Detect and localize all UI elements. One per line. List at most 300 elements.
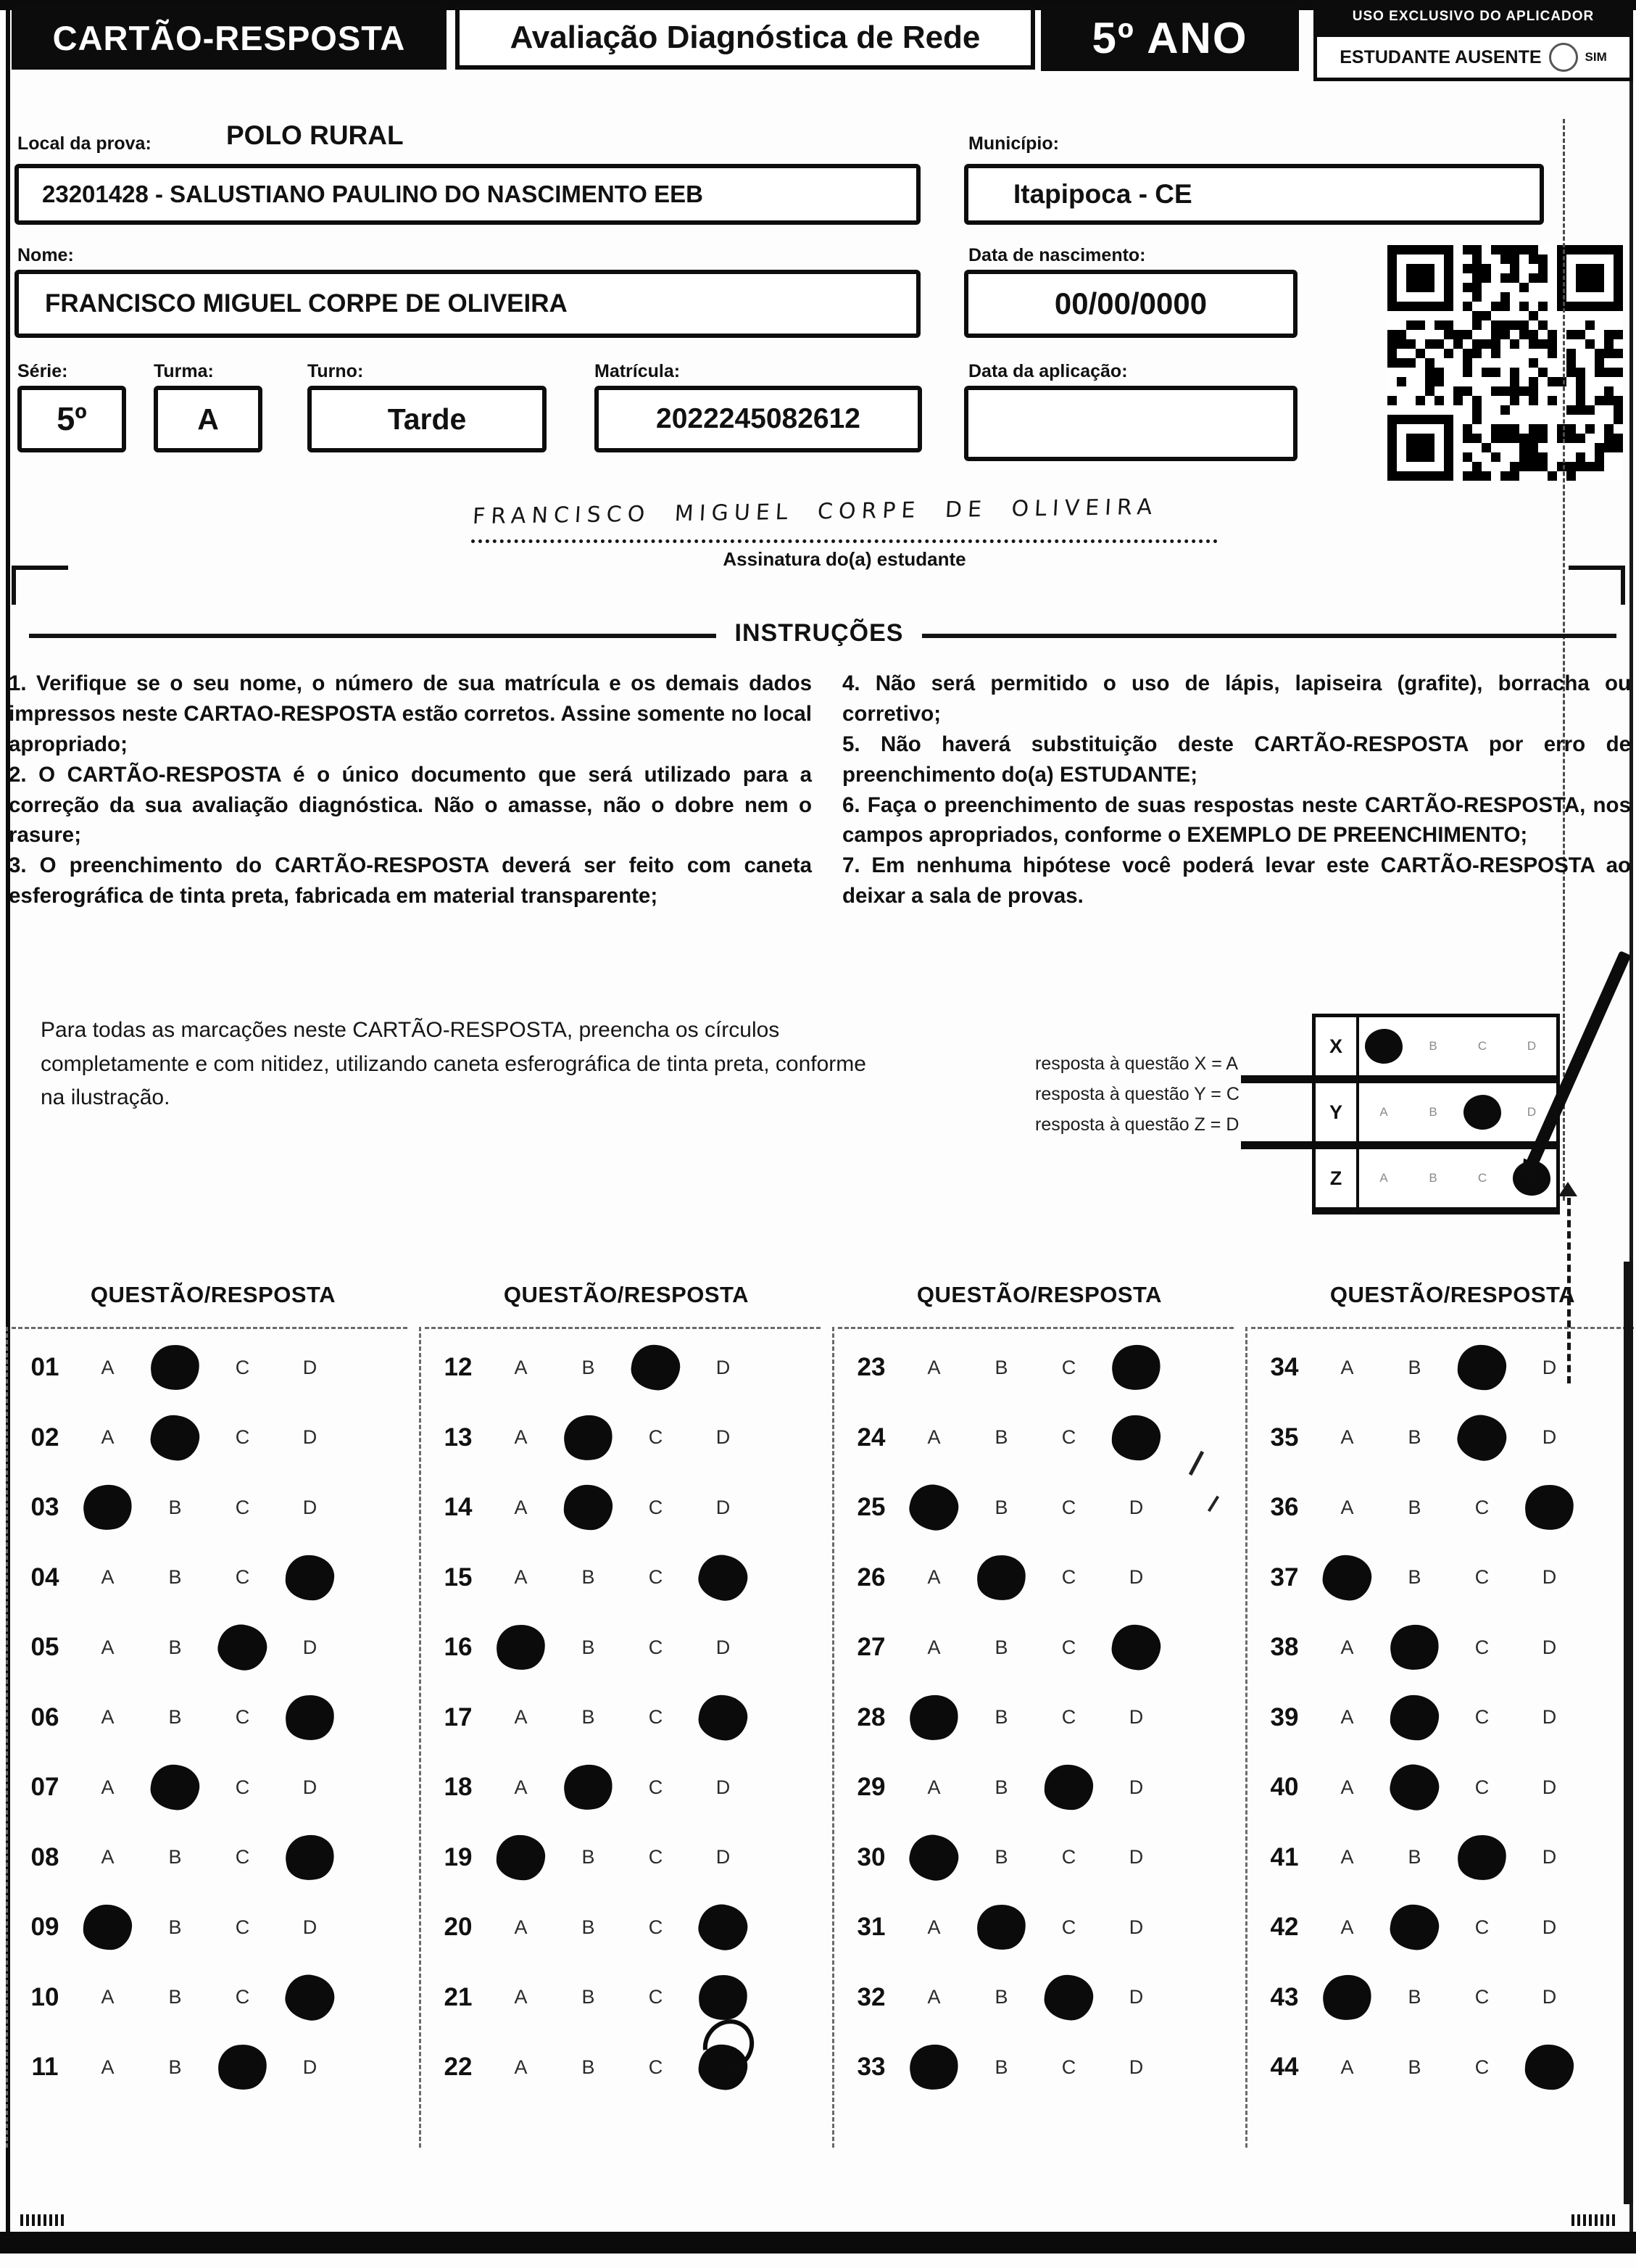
option-b bbox=[555, 1485, 622, 1530]
option-d bbox=[689, 1695, 757, 1740]
option-d bbox=[1103, 1916, 1170, 1939]
option-b bbox=[1381, 1497, 1448, 1519]
option-c bbox=[209, 1706, 276, 1729]
matricula-label: Matrícula: bbox=[594, 361, 681, 381]
option-b bbox=[141, 1497, 209, 1519]
answer-grid-dashed-border bbox=[832, 1327, 834, 2148]
option-c bbox=[1035, 1846, 1103, 1868]
question-number: 27 bbox=[857, 1633, 886, 1662]
filled-bubble bbox=[80, 1481, 136, 1534]
option-a bbox=[74, 1636, 141, 1659]
question-number: 15 bbox=[444, 1563, 473, 1592]
option-a bbox=[900, 2045, 968, 2090]
filled-bubble bbox=[1453, 1410, 1510, 1465]
option-d bbox=[1103, 2056, 1170, 2079]
option-b bbox=[555, 1846, 622, 1868]
option-letter: A bbox=[1340, 1426, 1354, 1449]
option-c bbox=[1448, 1835, 1516, 1880]
instruction-item: 4. Não será permitido o uso de lápis, lapiseira (grafite), borracha ou corretivo; bbox=[842, 671, 1631, 726]
option-letter: B bbox=[995, 1706, 1008, 1729]
question-row bbox=[423, 1543, 829, 1613]
option-b bbox=[968, 1986, 1035, 2008]
filled-bubble bbox=[495, 1834, 546, 1881]
option-letter: C bbox=[648, 1916, 663, 1938]
filled-bubble bbox=[82, 1904, 133, 1951]
option-letter: D bbox=[1129, 1566, 1144, 1589]
question-number: 21 bbox=[444, 1982, 473, 2011]
example-option-letter: B bbox=[1429, 1171, 1437, 1185]
option-letter: D bbox=[715, 1776, 731, 1798]
answer-column bbox=[10, 1282, 416, 2082]
option-d bbox=[276, 1497, 344, 1519]
option-letter: B bbox=[995, 1426, 1008, 1449]
filled-bubble bbox=[214, 1621, 270, 1675]
option-d bbox=[689, 1426, 757, 1449]
option-letter: B bbox=[581, 2056, 595, 2078]
option-a bbox=[74, 1846, 141, 1868]
example-question-label: Y bbox=[1316, 1083, 1359, 1141]
option-a bbox=[900, 1566, 968, 1589]
option-letter: B bbox=[1408, 1496, 1421, 1518]
question-number: 39 bbox=[1270, 1702, 1299, 1731]
option-letter: C bbox=[1474, 1916, 1490, 1938]
answer-grid-dashed-border bbox=[12, 1327, 407, 1329]
filled-bubble bbox=[149, 1343, 202, 1393]
filled-bubble bbox=[1108, 1341, 1165, 1394]
answer-column bbox=[836, 1282, 1242, 2082]
option-b bbox=[141, 1636, 209, 1659]
question-number: 29 bbox=[857, 1773, 886, 1802]
option-letter: A bbox=[1340, 1776, 1354, 1798]
filled-bubble bbox=[694, 1900, 751, 1955]
option-a bbox=[1313, 1706, 1381, 1729]
option-letter: C bbox=[1061, 1636, 1076, 1658]
filled-bubble bbox=[975, 1552, 1028, 1602]
option-d bbox=[1103, 1497, 1170, 1519]
question-number: 33 bbox=[857, 2053, 886, 2082]
option-c bbox=[622, 1776, 689, 1799]
option-d bbox=[1516, 1986, 1583, 2008]
option-c bbox=[1448, 1636, 1516, 1659]
option-letter: C bbox=[1061, 1356, 1076, 1378]
option-c bbox=[1035, 1765, 1103, 1810]
option-letter: A bbox=[101, 1356, 115, 1378]
option-letter: C bbox=[1061, 1566, 1076, 1589]
filled-bubble bbox=[1043, 1764, 1094, 1811]
question-number: 02 bbox=[30, 1423, 59, 1452]
option-a bbox=[900, 1986, 968, 2008]
option-c bbox=[209, 2045, 276, 2090]
option-letter: D bbox=[1129, 1986, 1144, 2008]
question-row bbox=[836, 1752, 1242, 1823]
option-a bbox=[487, 1497, 555, 1519]
option-letter: C bbox=[648, 1846, 663, 1868]
option-a bbox=[900, 1485, 968, 1530]
option-letter: C bbox=[648, 1496, 663, 1518]
question-row bbox=[423, 1683, 829, 1753]
signature-caption: Assinatura do(a) estudante bbox=[723, 548, 966, 570]
filled-bubble bbox=[560, 1411, 617, 1465]
option-letter: C bbox=[648, 1706, 663, 1729]
option-letter: C bbox=[235, 1706, 250, 1729]
option-letter: C bbox=[648, 2056, 663, 2078]
option-c bbox=[1448, 2056, 1516, 2079]
option-a bbox=[1313, 1846, 1381, 1868]
option-a bbox=[1313, 1916, 1381, 1939]
local-da-prova-value: POLO RURAL bbox=[226, 120, 404, 150]
option-letter: C bbox=[235, 1426, 250, 1449]
option-letter: D bbox=[1542, 1426, 1557, 1449]
instructions-title: INSTRUÇÕES bbox=[734, 619, 904, 647]
option-letter: A bbox=[101, 1706, 115, 1729]
option-d bbox=[1516, 1426, 1583, 1449]
filled-bubble bbox=[1387, 1621, 1443, 1674]
option-a bbox=[74, 1706, 141, 1729]
example-question-label: Z bbox=[1316, 1149, 1359, 1207]
filled-bubble bbox=[906, 1691, 963, 1745]
option-letter: B bbox=[168, 1496, 182, 1518]
option-d bbox=[689, 1846, 757, 1868]
filled-bubble bbox=[1524, 2044, 1574, 2091]
option-c bbox=[209, 1497, 276, 1519]
option-letter: A bbox=[927, 1566, 941, 1589]
question-row bbox=[836, 1892, 1242, 1963]
option-c bbox=[1448, 1566, 1516, 1589]
filled-bubble bbox=[1523, 1483, 1576, 1533]
option-a bbox=[487, 2056, 555, 2079]
filled-bubble bbox=[1386, 1760, 1442, 1815]
filled-bubble bbox=[282, 1831, 339, 1884]
option-letter: D bbox=[302, 1356, 317, 1378]
question-row bbox=[1250, 1473, 1636, 1543]
option-c bbox=[622, 1706, 689, 1729]
question-row bbox=[836, 1403, 1242, 1473]
option-letter: D bbox=[1542, 1916, 1557, 1938]
option-a bbox=[74, 1566, 141, 1589]
option-a bbox=[1313, 1636, 1381, 1659]
answer-column bbox=[423, 1282, 829, 2082]
option-b bbox=[968, 1426, 1035, 1449]
option-b bbox=[555, 1357, 622, 1379]
option-letter: B bbox=[995, 2056, 1008, 2078]
question-row bbox=[10, 1613, 416, 1683]
option-letter: C bbox=[1474, 2056, 1490, 2078]
option-letter: C bbox=[1061, 1426, 1076, 1449]
example-option-letter: B bbox=[1429, 1039, 1437, 1053]
option-letter: B bbox=[168, 2056, 182, 2078]
question-row bbox=[423, 1473, 829, 1543]
option-a bbox=[900, 1357, 968, 1379]
option-a bbox=[487, 1916, 555, 1939]
question-number: 17 bbox=[444, 1702, 473, 1731]
filled-bubble bbox=[562, 1484, 613, 1531]
option-letter: B bbox=[168, 1846, 182, 1868]
option-letter: A bbox=[927, 1916, 941, 1938]
option-letter: C bbox=[235, 1496, 250, 1518]
question-number: 35 bbox=[1270, 1423, 1299, 1452]
option-d bbox=[689, 1497, 757, 1519]
option-b bbox=[968, 1846, 1035, 1868]
option-c bbox=[209, 1357, 276, 1379]
question-row bbox=[10, 1752, 416, 1823]
option-a bbox=[487, 1986, 555, 2008]
right-scan-band bbox=[1624, 1262, 1633, 2204]
option-letter: A bbox=[101, 1776, 115, 1798]
option-letter: C bbox=[235, 1566, 250, 1589]
option-c bbox=[1448, 1916, 1516, 1939]
option-a bbox=[74, 2056, 141, 2079]
option-b bbox=[968, 1497, 1035, 1519]
option-letter: B bbox=[1408, 1356, 1421, 1378]
question-number: 14 bbox=[444, 1493, 473, 1522]
student-name-value: FRANCISCO MIGUEL CORPE DE OLIVEIRA bbox=[45, 289, 568, 318]
instruction-item: 5. Não haverá substituição deste CARTÃO-RESPOSTA por erro de preenchimento do(a) ESTUDANTE; bbox=[842, 732, 1631, 787]
option-b bbox=[1381, 2056, 1448, 2079]
option-letter: D bbox=[1129, 1916, 1144, 1938]
application-date-label: Data da aplicação: bbox=[968, 361, 1128, 381]
option-b bbox=[141, 1345, 209, 1390]
option-b bbox=[555, 1636, 622, 1659]
option-b bbox=[968, 1905, 1035, 1950]
option-letter: B bbox=[995, 1846, 1008, 1868]
option-d bbox=[689, 1636, 757, 1659]
option-letter: D bbox=[1129, 1496, 1144, 1518]
example-option-letter: A bbox=[1379, 1105, 1388, 1119]
option-d bbox=[689, 1776, 757, 1799]
option-c bbox=[622, 1636, 689, 1659]
option-a bbox=[900, 1636, 968, 1659]
question-number: 19 bbox=[444, 1842, 473, 1871]
filled-bubble bbox=[283, 1692, 336, 1742]
filled-bubble bbox=[905, 1830, 962, 1884]
option-letter: C bbox=[1061, 1496, 1076, 1518]
option-d bbox=[1516, 1566, 1583, 1589]
option-a bbox=[1313, 1426, 1381, 1449]
turno-value: Tarde bbox=[387, 402, 467, 436]
option-letter: A bbox=[1340, 2056, 1354, 2078]
option-b bbox=[555, 1986, 622, 2008]
option-letter: D bbox=[1542, 1566, 1557, 1589]
option-letter: D bbox=[1542, 1776, 1557, 1798]
option-letter: D bbox=[715, 1426, 731, 1449]
question-number: 12 bbox=[444, 1353, 473, 1382]
option-c bbox=[1448, 1497, 1516, 1519]
option-letter: C bbox=[1061, 2056, 1076, 2078]
school-value: 23201428 - SALUSTIANO PAULINO DO NASCIMENTO EEB bbox=[42, 181, 703, 207]
option-a bbox=[487, 1357, 555, 1379]
question-row bbox=[836, 1473, 1242, 1543]
option-d bbox=[1516, 2045, 1583, 2090]
option-c bbox=[622, 1497, 689, 1519]
option-letter: D bbox=[1542, 1356, 1557, 1378]
option-b bbox=[555, 1765, 622, 1810]
option-b bbox=[968, 1555, 1035, 1600]
option-letter: B bbox=[581, 1356, 595, 1378]
question-row bbox=[423, 1403, 829, 1473]
question-row bbox=[1250, 1963, 1636, 2033]
question-row bbox=[836, 1963, 1242, 2033]
option-letter: B bbox=[581, 1566, 595, 1589]
option-letter: D bbox=[1542, 1706, 1557, 1729]
option-d bbox=[1103, 1846, 1170, 1868]
option-letter: A bbox=[101, 1426, 115, 1449]
option-letter: A bbox=[1340, 1706, 1354, 1729]
option-c bbox=[1035, 1566, 1103, 1589]
option-letter: C bbox=[235, 1776, 250, 1798]
option-letter: B bbox=[168, 1566, 182, 1589]
option-letter: B bbox=[995, 1986, 1008, 2008]
filled-bubble bbox=[696, 1692, 750, 1743]
option-b bbox=[555, 1415, 622, 1460]
filled-bubble bbox=[905, 1481, 962, 1535]
option-letter: B bbox=[995, 1356, 1008, 1378]
option-b bbox=[555, 2056, 622, 2079]
option-letter: B bbox=[1408, 1986, 1421, 2008]
option-c bbox=[1035, 1636, 1103, 1659]
option-d bbox=[1103, 1776, 1170, 1799]
option-letter: D bbox=[1542, 1986, 1557, 2008]
option-a bbox=[74, 1426, 141, 1449]
question-row bbox=[423, 1613, 829, 1683]
filled-bubble bbox=[628, 1342, 682, 1393]
option-letter: A bbox=[514, 1426, 528, 1449]
municipio-label: Município: bbox=[968, 133, 1059, 154]
question-row bbox=[1250, 1403, 1636, 1473]
question-number: 13 bbox=[444, 1423, 473, 1452]
bottom-registration-tick-right bbox=[1571, 2214, 1618, 2226]
option-b bbox=[141, 1765, 209, 1810]
option-c bbox=[1448, 1986, 1516, 2008]
option-b bbox=[968, 1706, 1035, 1729]
option-letter: C bbox=[1061, 1706, 1076, 1729]
question-row bbox=[10, 1892, 416, 1963]
option-letter: D bbox=[715, 1846, 731, 1868]
option-a bbox=[487, 1835, 555, 1880]
example-legend-line: resposta à questão Y = C bbox=[1035, 1084, 1240, 1104]
option-c bbox=[622, 2056, 689, 2079]
filled-bubble bbox=[216, 2043, 269, 2093]
instruction-item: 3. O preenchimento do CARTÃO-RESPOSTA deverá ser feito com caneta esferográfica de tinta preta, fabricada em material transparente; bbox=[9, 853, 812, 909]
serie-label: Série: bbox=[17, 361, 68, 381]
question-number: 06 bbox=[30, 1702, 59, 1731]
question-row bbox=[423, 1892, 829, 1963]
filled-bubble bbox=[1389, 1694, 1440, 1741]
instruction-item: 1. Verifique se o seu nome, o número de sua matrícula e os demais dados impressos neste CARTAO-RESPOSTA estão corretos. Assine somente no local apropriado; bbox=[9, 671, 812, 756]
answer-rows bbox=[10, 1333, 416, 2103]
option-letter: C bbox=[235, 1846, 250, 1868]
option-d bbox=[1103, 1345, 1170, 1390]
option-d bbox=[276, 1636, 344, 1659]
option-letter: C bbox=[1474, 1986, 1490, 2008]
question-row bbox=[1250, 1683, 1636, 1753]
option-a bbox=[487, 1625, 555, 1670]
option-letter: C bbox=[648, 1776, 663, 1798]
question-number: 26 bbox=[857, 1563, 886, 1592]
option-letter: D bbox=[302, 1426, 317, 1449]
option-a bbox=[74, 1905, 141, 1950]
question-number: 38 bbox=[1270, 1633, 1299, 1662]
answer-grid-dashed-border bbox=[1251, 1327, 1636, 1329]
question-number: 08 bbox=[30, 1842, 59, 1871]
matricula-value: 2022245082612 bbox=[656, 403, 860, 434]
option-letter: C bbox=[1061, 1916, 1076, 1938]
option-letter: B bbox=[168, 1916, 182, 1938]
option-letter: A bbox=[101, 1566, 115, 1589]
question-row bbox=[1250, 1752, 1636, 1823]
option-a bbox=[900, 1426, 968, 1449]
question-row bbox=[1250, 1892, 1636, 1963]
question-row bbox=[1250, 1823, 1636, 1893]
answer-rows bbox=[423, 1333, 829, 2103]
option-letter: B bbox=[581, 1636, 595, 1658]
option-a bbox=[487, 1776, 555, 1799]
option-c bbox=[622, 1846, 689, 1868]
option-letter: C bbox=[1474, 1636, 1490, 1658]
filled-bubble bbox=[1456, 1344, 1507, 1391]
handwritten-signature: FRANCISCO MIGUEL CORPE DE OLIVEIRA bbox=[472, 494, 1159, 530]
option-a bbox=[74, 1485, 141, 1530]
option-letter: A bbox=[514, 1776, 528, 1798]
option-a bbox=[487, 1566, 555, 1589]
question-row bbox=[836, 1683, 1242, 1753]
question-number: 05 bbox=[30, 1633, 59, 1662]
question-number: 40 bbox=[1270, 1773, 1299, 1802]
option-c bbox=[1448, 1345, 1516, 1390]
question-number: 28 bbox=[857, 1702, 886, 1731]
question-row bbox=[10, 2032, 416, 2103]
option-letter: A bbox=[1340, 1636, 1354, 1658]
question-row bbox=[1250, 2032, 1636, 2103]
option-d bbox=[276, 2056, 344, 2079]
question-row bbox=[1250, 1333, 1636, 1403]
option-a bbox=[487, 1706, 555, 1729]
example-option-letter: C bbox=[1477, 1171, 1487, 1185]
birthdate-value: 00/00/0000 bbox=[1054, 286, 1208, 320]
option-letter: A bbox=[514, 1706, 528, 1729]
birthdate-label: Data de nascimento: bbox=[968, 245, 1146, 265]
option-d bbox=[689, 1905, 757, 1950]
option-b bbox=[141, 1415, 209, 1460]
option-d bbox=[1516, 1485, 1583, 1530]
answer-column-header: QUESTÃO/RESPOSTA bbox=[90, 1282, 336, 1307]
option-letter: D bbox=[302, 1776, 317, 1798]
option-b bbox=[141, 1566, 209, 1589]
option-c bbox=[209, 1776, 276, 1799]
bottom-registration-tick-left bbox=[20, 2214, 67, 2226]
option-letter: D bbox=[1542, 1846, 1557, 1868]
question-number: 41 bbox=[1270, 1842, 1299, 1871]
answer-rows bbox=[836, 1333, 1242, 2103]
option-letter: B bbox=[168, 1986, 182, 2008]
student-absent-label: ESTUDANTE AUSENTE bbox=[1340, 46, 1542, 67]
option-letter: B bbox=[995, 1496, 1008, 1518]
option-c bbox=[209, 1625, 276, 1670]
option-letter: A bbox=[1340, 1496, 1354, 1518]
instruction-item: 6. Faça o preenchimento de suas respostas neste CARTÃO-RESPOSTA, nos campos apropriados, conforme o EXEMPLO DE PREENCHIMENTO; bbox=[842, 792, 1631, 848]
option-letter: C bbox=[1474, 1776, 1490, 1798]
filled-bubble bbox=[697, 1972, 750, 2022]
filled-bubble bbox=[560, 1760, 617, 1814]
option-letter: D bbox=[302, 1916, 317, 1938]
option-letter: D bbox=[715, 1356, 731, 1378]
option-a bbox=[900, 1916, 968, 1939]
option-letter: C bbox=[648, 1636, 663, 1658]
question-row bbox=[836, 1613, 1242, 1683]
question-row bbox=[423, 1333, 829, 1403]
question-number: 34 bbox=[1270, 1353, 1299, 1382]
option-letter: D bbox=[1129, 1776, 1144, 1798]
option-letter: C bbox=[1474, 1496, 1490, 1518]
